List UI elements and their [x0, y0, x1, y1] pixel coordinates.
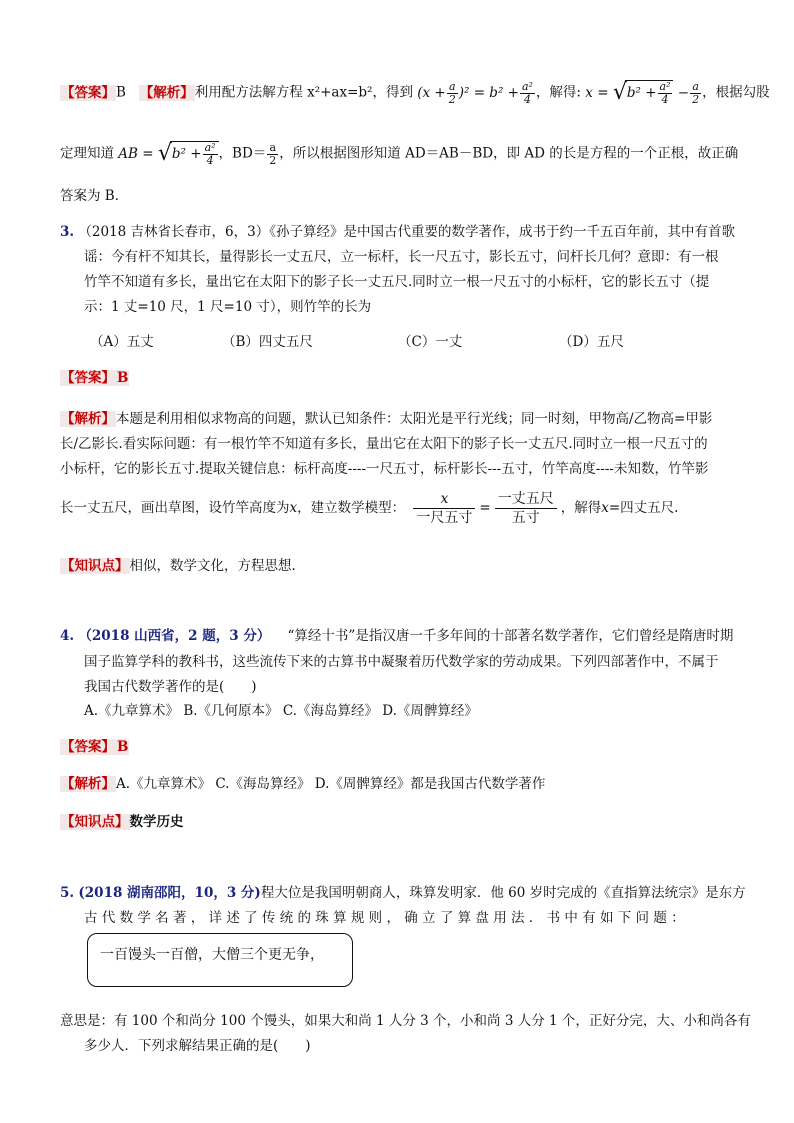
q4-text1: “算经十书”是指汉唐一千多年间的十部著名数学著作，它们曾经是隋唐时期: [287, 628, 734, 644]
q3-analysis-4d: =四丈五尺.: [608, 500, 679, 516]
q4-knowledge-line: [60, 812, 184, 832]
q2-answer-tag: 【答案】: [61, 84, 115, 101]
q3-analysis-4b: ，建立数学模型：: [297, 500, 406, 516]
q5-number: 5.: [60, 885, 75, 901]
q4-stem-line1: [60, 626, 733, 646]
q4-stem-line3: 我国古代数学著作的是( ): [84, 679, 257, 695]
q3-source: （2018 吉林省长春市，6，3）: [78, 224, 270, 240]
q3-answer-line: [60, 368, 129, 388]
q4-knowledge-tag: 【知识点】: [61, 814, 129, 830]
q5-stem-line1: [60, 883, 746, 903]
q3-model-frac-right: 一丈五尺 五寸: [495, 490, 557, 527]
q3-answer: B: [117, 370, 129, 386]
q2-analysis-2a: 定理知道: [60, 145, 114, 162]
q3-answer-tag: 【答案】: [61, 370, 115, 386]
q4-options: A.《九章算术》 B.《几何原本》 C.《海岛算经》 D.《周髀算经》: [84, 703, 478, 719]
q2-eq-ab: AB = √b² + $\frac{\text{a²}}{4}$: [118, 146, 218, 162]
q2-analysis-1a: 利用配方法解方程 x²+ax=b²，得到: [194, 84, 413, 101]
q3-options: [0, 330, 794, 350]
q4-knowledge: 数学历史: [129, 814, 184, 830]
q4-answer: B: [117, 739, 129, 755]
q5-source: (2018 湖南邵阳，10，3 分): [78, 885, 261, 901]
q2-eq-square: (x + $\frac{a}{2}$ )² = b² + $\frac{\text{a²}}{4}$: [417, 79, 533, 106]
q3-option-c[interactable]: （C）一丈: [398, 334, 463, 350]
q3-analysis-line1: [60, 409, 712, 429]
q3-analysis-line2: 长/乙影长.看实际问题：有一根竹竿不知道有多长，量出它在太阳下的影子长一丈五尺.同时立一根一尺五寸的: [60, 436, 708, 452]
q2-analysis-line2: [60, 141, 738, 167]
q4-analysis-tag: 【解析】: [61, 776, 115, 792]
q4-number: 4.: [60, 628, 75, 644]
q4-answer-tag: 【答案】: [61, 739, 115, 755]
q2-eq-root: x = √b² + $\frac{\text{a²}}{4}$ − $\frac{a}{2}$: [585, 79, 700, 106]
q3-option-b[interactable]: （B）四丈五尺: [222, 334, 313, 350]
q5-stem-line2: 古 代 数 学 名 著 ， 详 述 了 传 统 的 珠 算 规 则 ， 确 立 了 算 盘 用 法 ． 书 中 有 如 下 问 题 ：: [84, 910, 685, 926]
q3-stem-line1: [60, 222, 735, 242]
q2-frac-bd: $\frac{a}{2}$: [269, 140, 277, 167]
q4-source: （2018 山西省，2 题，3 分）: [78, 628, 271, 644]
q5-stem-line4: 多少人．下列求解结果正确的是( ): [84, 1038, 311, 1054]
q3-knowledge-line: [60, 556, 296, 576]
q2-analysis-2b: ，BD＝: [218, 145, 267, 162]
q3-knowledge-tag: 【知识点】: [61, 558, 129, 574]
q2-analysis-tag: 【解析】: [139, 84, 194, 101]
q5-stem-line3: 意思是：有 100 个和尚分 100 个馒头，如果大和尚 1 人分 3 个，小和尚 3 人分 1 个，正好分完，大、小和尚各有: [60, 1013, 751, 1029]
q3-analysis-line4: 长一丈五尺，画出草图，设竹竿高度为x，建立数学模型： x 一尺五寸 = 一丈五尺 五寸 ，解得x=四丈五尺.: [60, 491, 679, 526]
q3-analysis-line3: 小标杆，它的影长五寸.提取关键信息：标杆高度----一尺五寸，标杆影长---五寸，竹竿高度----未知数，竹竿影: [60, 461, 709, 477]
q3-analysis-4a: 长一丈五尺，画出草图，设竹竿高度为: [60, 500, 290, 516]
q3-text1: 《孙子算经》是中国古代重要的数学著作，成书于约一千五百年前，其中有首歌: [269, 224, 735, 240]
q3-option-a[interactable]: （A）五丈: [90, 334, 154, 350]
q3-analysis-tag: 【解析】: [61, 411, 115, 427]
q3-option-d[interactable]: （D）五尺: [559, 334, 624, 350]
q4-analysis-line: [60, 774, 545, 794]
q3-analysis-1: 本题是利用相似求物高的问题，默认已知条件：太阳光是平行光线；同一时刻，甲物高/乙物高=甲影: [116, 411, 713, 427]
q4-analysis: A.《九章算术》 C.《海岛算经》 D.《周髀算经》都是我国古代数学著作: [116, 776, 546, 792]
q4-stem-line2: 国子监算学科的教科书，这些流传下来的古算书中凝聚着历代数学家的劳动成果。下列四部著作中，不属于: [84, 654, 719, 670]
q3-model-frac-left: x 一尺五寸: [413, 490, 475, 527]
q3-number: 3.: [60, 224, 75, 240]
q2-answer: B: [116, 84, 126, 101]
q3-stem-line2: 谣：今有杆不知其长，量得影长一丈五尺，立一标杆，长一尺五寸，影长五寸，问杆长几何？意即：有一根: [84, 249, 719, 265]
q4-answer-line: [60, 737, 129, 757]
q5-text1: 程大位是我国明朝商人，珠算发明家．他 60 岁时完成的《直指算法统宗》是东方: [260, 885, 746, 901]
q3-stem-line3: 竹竿不知道有多长，量出它在太阳下的影子长一丈五尺.同时立一根一尺五寸的小标杆，它的影长五寸（提: [84, 274, 710, 290]
q2-analysis-1b: ，解得:: [535, 84, 581, 101]
q3-stem-line4: 示：1 丈=10 尺，1 尺=10 寸），则竹竿的长为: [84, 299, 372, 315]
q2-analysis-1c: ，根据勾股: [702, 84, 770, 101]
q2-analysis-2c: ，所以根据图形知道 AD＝AB－BD，即 AD 的长是方程的一个正根，故正确: [279, 145, 739, 162]
q5-verse-box: [87, 933, 353, 987]
q5-verse: 一百馒头一百僧，大僧三个更无争，: [100, 947, 324, 963]
q2-analysis-line3: 答案为 B．: [60, 188, 129, 204]
q2-answer-line: [60, 80, 770, 106]
q3-analysis-4c: ，解得: [560, 500, 602, 516]
q3-knowledge: 相似，数学文化，方程思想.: [129, 558, 296, 574]
